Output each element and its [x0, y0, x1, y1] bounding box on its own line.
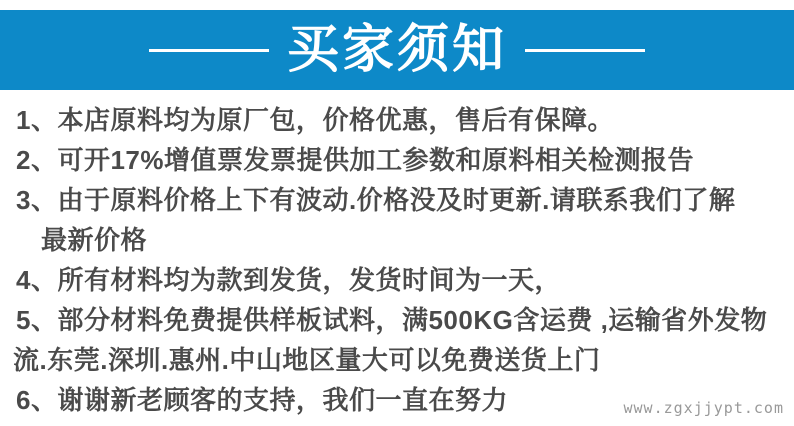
notice-line-1: 1、本店原料均为原厂包，价格优惠，售后有保障。 — [16, 105, 614, 135]
notice-line-5: 5、部分材料免费提供样板试料，满500KG含运费 ,运输省外发物 — [16, 305, 768, 335]
banner-divider-right — [525, 49, 645, 52]
notice-line-3: 3、由于原料价格上下有波动.价格没及时更新.请联系我们了解 — [16, 185, 736, 215]
notice-line-2: 2、可开17%增值票发票提供加工参数和原料相关检测报告 — [16, 145, 694, 175]
banner-title: 买家须知 — [286, 21, 507, 79]
watermark-url: www.zgxjjypt.com — [623, 399, 784, 417]
notice-line-3-continued: 最新价格 — [41, 225, 148, 255]
notice-line-4: 4、所有材料均为款到发货，发货时间为一天， — [16, 265, 561, 295]
notice-line-5-continued: 流.东莞.深圳.惠州.中山地区量大可以免费送货上门 — [13, 345, 601, 375]
notice-line-6: 6、谢谢新老顾客的支持，我们一直在努力 — [16, 385, 508, 415]
banner — [0, 10, 794, 90]
banner-divider-left — [149, 49, 269, 52]
notice-list — [13, 100, 788, 420]
